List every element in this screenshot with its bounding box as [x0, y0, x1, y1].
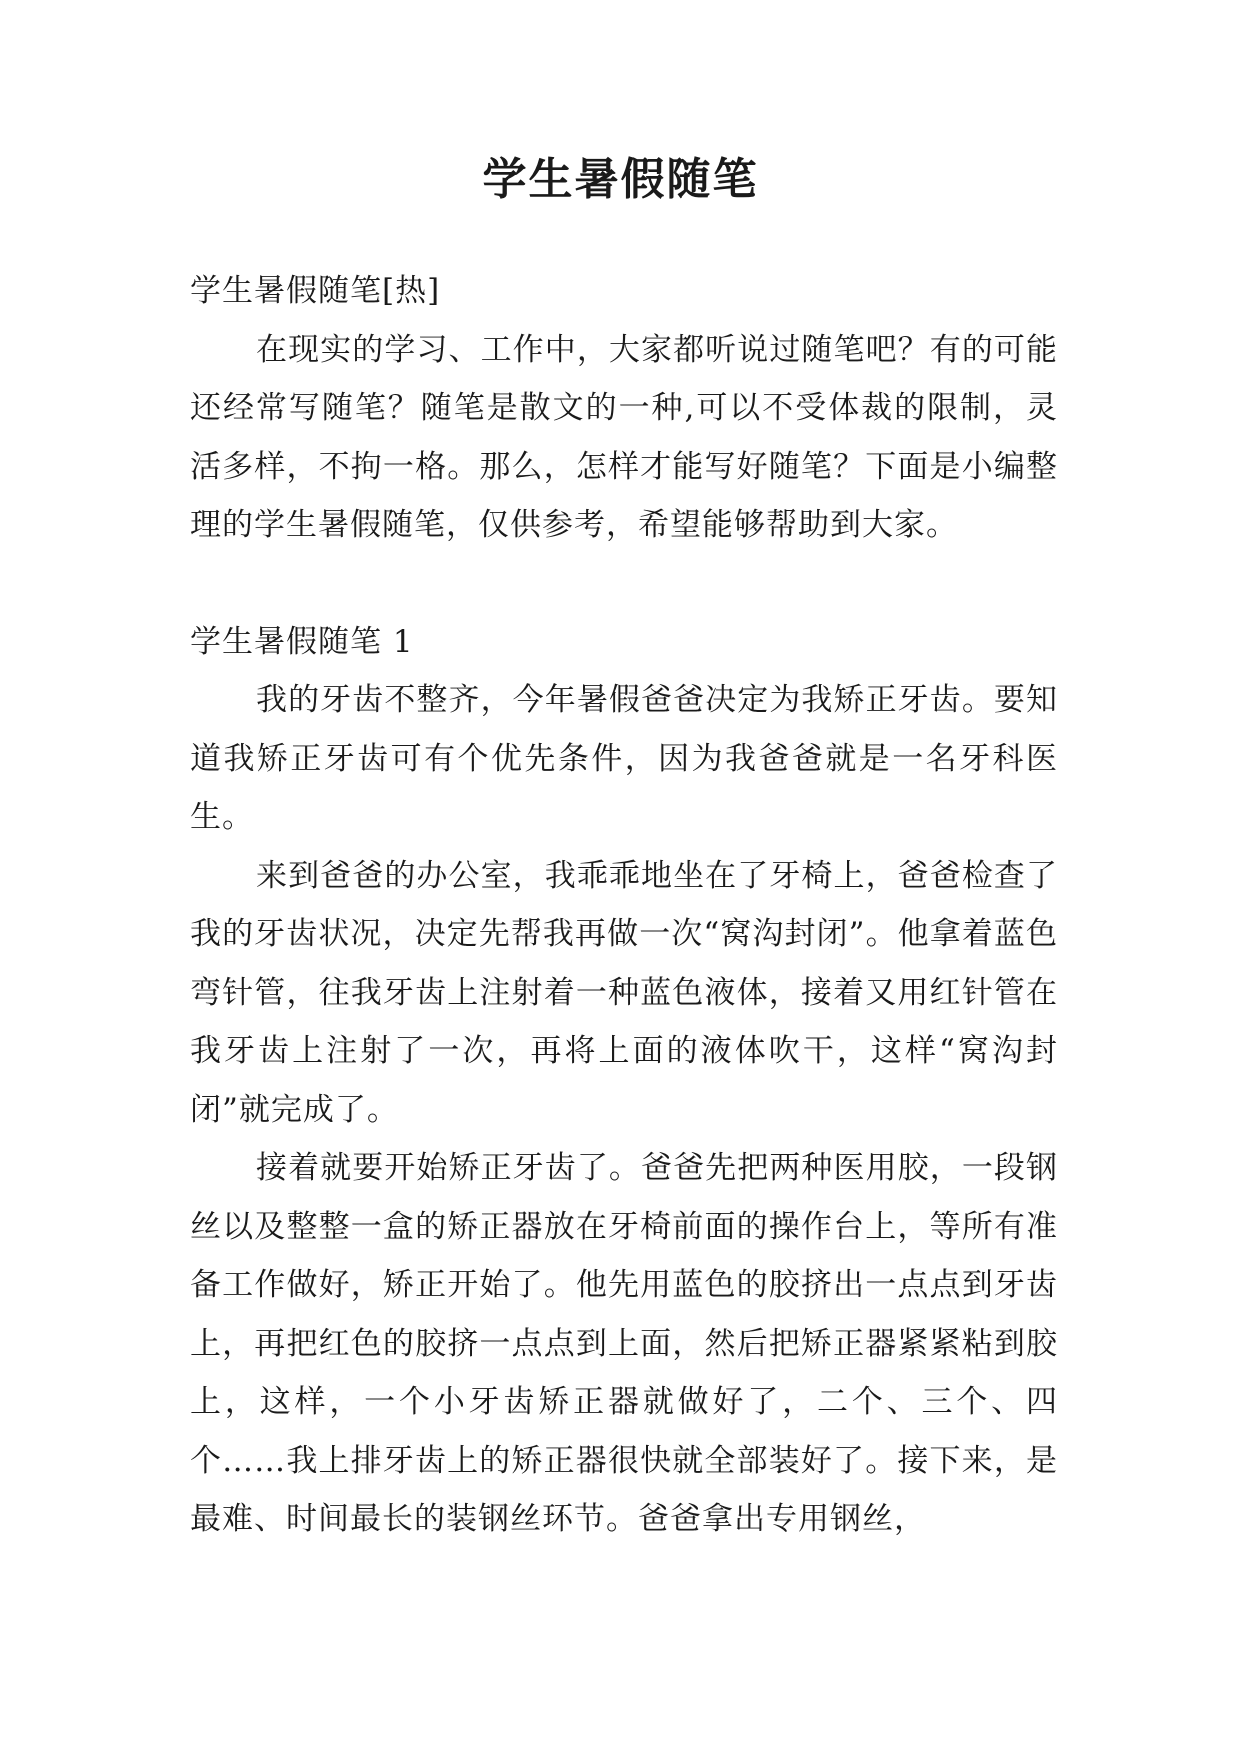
- document-body: [190, 262, 1058, 1549]
- document-title: 学生暑假随笔: [482, 154, 759, 205]
- section-spacer: [190, 555, 1058, 613]
- section-1-heading: 学生暑假随笔 1: [190, 623, 414, 660]
- section-1-paragraph-2: 来到爸爸的办公室，我乖乖地坐在了牙椅上，爸爸检查了我的牙齿状况，决定先帮我再做一次“窝沟封闭”。他拿着蓝色弯针管，往我牙齿上注射着一种蓝色液体，接着又用红针管在我牙齿上注射了一次，再将上面的液体吹干，这样“窝沟封闭”就完成了。: [190, 857, 1058, 1128]
- intro-heading: 学生暑假随笔[热]: [190, 273, 441, 309]
- section-1-paragraph-3: 接着就要开始矫正牙齿了。爸爸先把两种医用胶，一段钢丝以及整整一盒的矫正器放在牙椅前面的操作台上，等所有准备工作做好，矫正开始了。他先用蓝色的胶挤出一点点到牙齿上，再把红色的胶挤一点点到上面，然后把矫正器紧紧粘到胶上，这样，一个小牙齿矫正器就做好了，二个、三个、四个……我上排牙齿上的矫正器很快就全部装好了。接下来，是最难、时间最长的装钢丝环节。爸爸拿出专用钢丝，: [190, 1150, 1058, 1537]
- intro-paragraph: 在现实的学习、工作中，大家都听说过随笔吧？有的可能还经常写随笔？随笔是散文的一种,可以不受体裁的限制，灵活多样，不拘一格。那么，怎样才能写好随笔？下面是小编整理的学生暑假随笔，仅供参考，希望能够帮助到大家。: [190, 331, 1058, 543]
- section-1-paragraph-1: 我的牙齿不整齐，今年暑假爸爸决定为我矫正牙齿。要知道我矫正牙齿可有个优先条件，因为我爸爸就是一名牙科医生。: [190, 682, 1058, 835]
